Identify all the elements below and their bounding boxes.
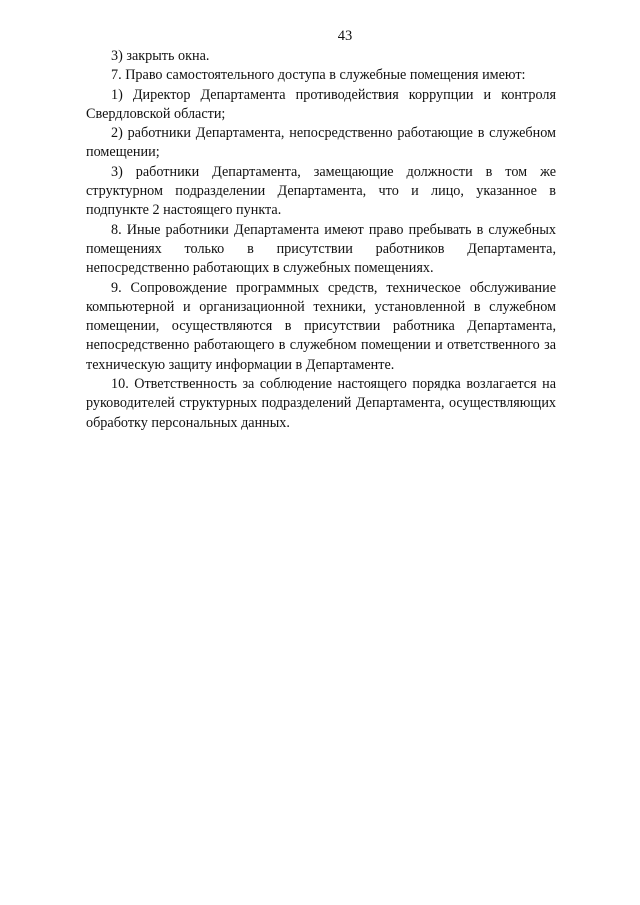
- paragraph: 7. Право самостоятельного доступа в служебные помещения имеют:: [111, 67, 526, 84]
- paragraph: 9. Сопровождение программных средств, техническое обслуживание компьютерной и организационной техники, установленной в служебном помещении, осуществляются в присутствии работника Департамента, непосредственно работающего в служебном помещении и ответственного за техническую защиту информации в Департаменте.: [86, 279, 556, 373]
- page-number: 43: [337, 28, 353, 44]
- paragraph: 8. Иные работники Департамента имеют право пребывать в служебных помещениях только в присутствии работников Департамента, непосредственно работающих в служебных помещениях.: [86, 221, 556, 277]
- paragraph: 3) работники Департамента, замещающие должности в том же структурном подразделении Департамента, что и лицо, указанное в подпункте 2 настоящего пункта.: [86, 163, 556, 219]
- paragraph: 10. Ответственность за соблюдение настоящего порядка возлагается на руководителей структурных подразделений Департамента, осуществляющих обработку персональных данных.: [86, 376, 556, 431]
- paragraph: 1) Директор Департамента противодействия коррупции и контроля Свердловской области;: [86, 86, 556, 122]
- document-body: [86, 47, 556, 433]
- paragraph: 3) закрыть окна.: [111, 48, 210, 64]
- paragraph: 2) работники Департамента, непосредственно работающие в служебном помещении;: [86, 125, 556, 161]
